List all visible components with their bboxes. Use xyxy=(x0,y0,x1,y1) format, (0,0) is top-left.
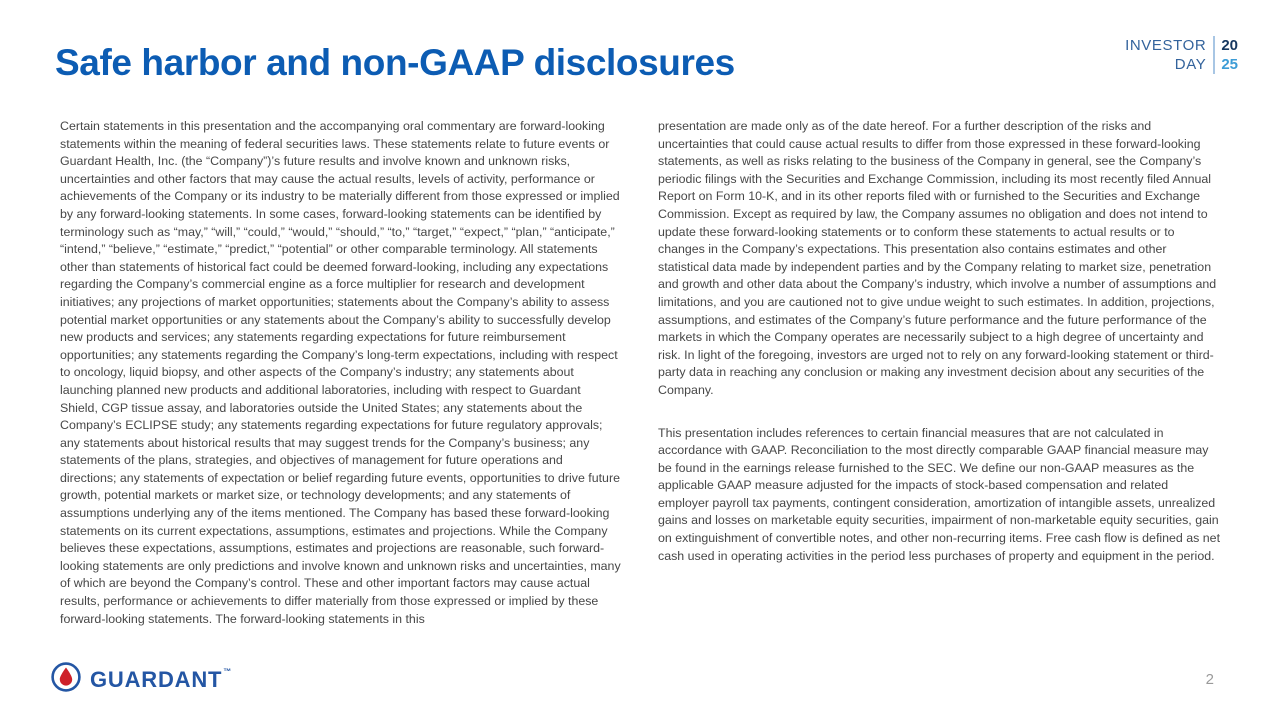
investor-label: INVESTOR xyxy=(1125,37,1207,54)
investor-day-logo xyxy=(1125,36,1238,74)
guardant-logo xyxy=(50,661,232,698)
safe-harbor-paragraph-continued: presentation are made only as of the date hereof. For a further description of the risks and uncertainties that could cause actual results to differ from those expressed in these forward-looking statements, as well as risks relating to the business of the Company in general, see the Company’s periodic filings with the Securities and Exchange Commission, including its most recently filed Annual Report on Form 10-K, and in its other reports filed with or furnished to the Securities and Exchange Commission. Except as required by law, the Company assumes no obligation and does not intend to update these forward-looking statements or to conform these statements to actual results or to changes in the Company’s expectations. This presentation also contains estimates and other statistical data made by independent parties and by the Company relating to market size, penetration and growth and other data about the Company’s industry, which involve a number of assumptions and limitations, and you are cautioned not to give undue weight to such estimates. In addition, projections, assumptions, and estimates of the Company’s future performance and the future performance of the markets in which the Company operates are necessarily subject to a high degree of uncertainty and risk. In light of the foregoing, investors are urged not to rely on any forward-looking statement or third-party data in reaching any conclusion or making any investment decision about any securities of the Company. xyxy=(658,119,1217,397)
guardant-wordmark xyxy=(90,667,232,693)
non-gaap-paragraph: This presentation includes references to certain financial measures that are not calculated in accordance with GAAP. Reconciliation to the most directly comparable GAAP financial measure may be found in the earnings release furnished to the SEC. We define our non-GAAP measures as the applicable GAAP measure adjusted for the impacts of stock-based compensation and related employer payroll tax payments, contingent consideration, amortization of intangible assets, unrealized gains and losses on marketable equity securities, impairment of non-marketable equity securities, gain on extinguishment of convertible notes, and other non-recurring items. Free cash flow is defined as net cash used in operating activities in the period less purchases of property and equipment in the period. xyxy=(658,425,1221,563)
trademark-symbol: ™ xyxy=(223,666,233,676)
left-column xyxy=(60,118,622,653)
body-columns xyxy=(60,118,1220,653)
year-bottom: 25 xyxy=(1221,56,1238,73)
brand-name: GUARDANT xyxy=(90,666,223,692)
safe-harbor-paragraph: Certain statements in this presentation and the accompanying oral commentary are forward-looking statements within the meaning of federal securities laws. These statements relate to future events or Guardant Health, Inc. (the “Company”)’s future results and involve known and unknown risks, uncertainties and other factors that may cause the actual results, levels of activity, performance or achievements of the Company or its industry to be materially different from those expressed or implied by any forward-looking statements. In some cases, forward-looking statements can be identified by terminology such as “may,” “will,” “could,” “would,” “should,” “to,” “target,” “expect,” “plan,” “anticipate,” “intend,” “believe,” “estimate,” “predict,” “potential” or other comparable terminology. All statements other than statements of historical fact could be deemed forward-looking, including any expectations regarding the Company’s commercial engine as a force multiplier for research and development initiatives; any projections of market opportunities; statements about the Company’s ability to assess potential market opportunities or any statements about the Company’s ability to successfully develop new products and services; any statements regarding expectations for future reimbursement opportunities; any statements regarding the Company’s long-term expectations, including with respect to oncology, liquid biopsy, and other aspects of the Company’s industry; any statements about launching planned new products and additional laboratories, including with respect to Guardant Shield, CGP tissue assay, and laboratories outside the United States; any statements about the Company’s ECLIPSE study; any statements regarding expectations for future regulatory approvals; any statements about historical results that may suggest trends for the Company’s business; any statements of the plans, strategies, and objectives of management for future operations and directions; any statements of expectation or belief regarding future events, opportunities to drive future growth, potential markets or market size, or technology developments; and any statements of assumptions underlying any of the items mentioned. The Company has based these forward-looking statements on its current expectations, assumptions, estimates and projections. While the Company believes these expectations, assumptions, estimates and projections are reasonable, such forward-looking statements are only predictions and involve known and unknown risks and uncertainties, many of which are beyond the Company’s control. These and other important factors may cause actual results, performance or achievements to differ materially from those expressed or implied by these forward-looking statements. The forward-looking statements in this xyxy=(60,119,621,626)
page-number: 2 xyxy=(1205,671,1214,688)
day-label: DAY xyxy=(1174,56,1207,73)
guardant-drop-icon xyxy=(50,661,82,698)
year-block xyxy=(1215,36,1238,74)
investor-day-label xyxy=(1125,36,1213,74)
year-top: 20 xyxy=(1221,37,1238,54)
page-title: Safe harbor and non-GAAP disclosures xyxy=(55,42,735,83)
right-column xyxy=(658,118,1220,653)
